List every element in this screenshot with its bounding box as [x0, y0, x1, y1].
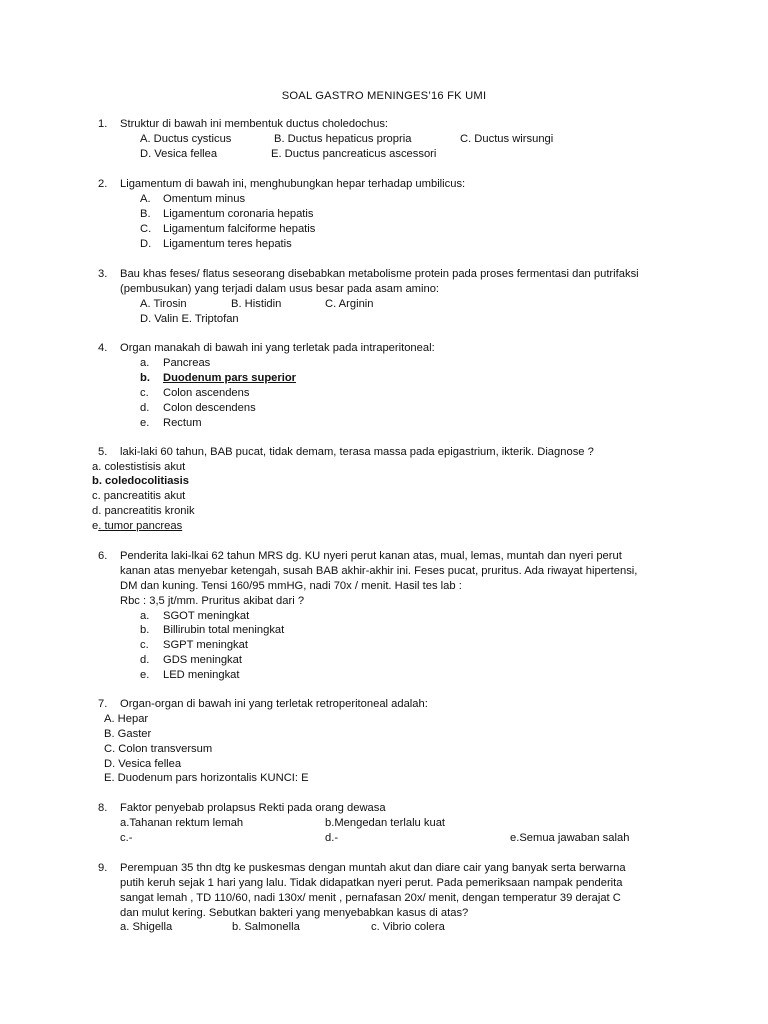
option-letter: d. [140, 654, 150, 666]
question-stem: Ligamentum di bawah ini, menghubungkan hepar terhadap umbilicus: [120, 178, 466, 190]
question-stem: Perempuan 35 thn dtg ke puskesmas dengan muntah akut dan diare cair yang banyak serta berwarna [120, 862, 626, 874]
question-number: 9. [98, 862, 108, 874]
question-stem: Organ-organ di bawah ini yang terletak retroperitoneal adalah: [120, 698, 428, 710]
option-c: c. Vibrio colera [371, 921, 445, 933]
option-c: C. Colon transversum [104, 743, 213, 755]
question-stem-continued: (pembusukan) yang terjadi dalam usus besar pada asam amino: [120, 283, 440, 295]
option-a: a. Shigella [120, 921, 173, 933]
option-text: Colon ascendens [163, 387, 250, 399]
option-a: A. Tirosin [140, 298, 187, 310]
option-text: GDS meningkat [163, 654, 242, 666]
question-number: 1. [98, 118, 108, 130]
question-number: 6. [98, 550, 108, 562]
question-number: 3. [98, 268, 108, 280]
option-d: d. pancreatitis kronik [92, 505, 195, 517]
option-letter: e. [140, 417, 150, 429]
option-text: SGOT meningkat [163, 610, 250, 622]
option-text: Ligamentum coronaria hepatis [163, 208, 314, 220]
question-number: 4. [98, 342, 108, 354]
option-text: Ligamentum teres hepatis [163, 238, 292, 250]
question-stem: laki-laki 60 tahun, BAB pucat, tidak demam, terasa massa pada epigastrium, ikterik. Diagnose ? [120, 446, 594, 458]
option-text: Colon descendens [163, 402, 256, 414]
option-text: Rectum [163, 417, 202, 429]
question-stem: Penderita laki-lkai 62 tahun MRS dg. KU nyeri perut kanan atas, mual, lemas, muntah dan nyeri perut [120, 550, 622, 562]
question-stem: Bau khas feses/ flatus seseorang disebabkan metabolisme protein pada proses fermentasi dan putrifaksi [120, 268, 639, 280]
option-e-letter: e [92, 520, 99, 532]
question-stem-continued: putih keruh sejak 1 hari yang lalu. Tidak didapatkan nyeri perut. Pada pemeriksaan nampak penderita [120, 877, 623, 889]
question-number: 2. [98, 178, 108, 190]
question-stem: Organ manakah di bawah ini yang terletak pada intraperitoneal: [120, 342, 435, 354]
option-b: B. Gaster [104, 728, 152, 740]
option-text: LED meningkat [163, 669, 240, 681]
option-text: Omentum minus [163, 193, 246, 205]
question-number: 8. [98, 802, 108, 814]
option-d: D. Vesica fellea [140, 148, 218, 160]
option-b: B. Histidin [231, 298, 282, 310]
option-e-text: . tumor pancreas [98, 520, 183, 532]
option-c: C. Arginin [325, 298, 374, 310]
option-letter-answer: b. [140, 372, 150, 384]
option-letter: B. [140, 208, 151, 220]
option-b-answer: b. coledocolitiasis [92, 475, 189, 487]
option-e [92, 519, 182, 534]
option-letter: e. [140, 669, 150, 681]
document-title: SOAL GASTRO MENINGES’16 FK UMI [281, 90, 487, 102]
option-a: a. colestistisis akut [92, 461, 186, 473]
question-stem-continued: kanan atas menyebar ketengah, susah BAB akhir-akhir ini. Feses pucat, pruritus. Ada riwayat hipertensi, [120, 565, 638, 577]
option-letter: c. [140, 639, 149, 651]
option-b: B. Ductus hepaticus propria [274, 133, 412, 145]
question-stem-continued: DM dan kuning. Tensi 160/95 mmHG, nadi 70x / menit. Hasil tes lab : [120, 580, 462, 592]
option-a: A. Ductus cysticus [140, 133, 232, 145]
option-d: D. Vesica fellea [104, 758, 182, 770]
option-letter: A. [140, 193, 151, 205]
option-b: b. Salmonella [232, 921, 300, 933]
option-letter: c. [140, 387, 149, 399]
option-letter: d. [140, 402, 150, 414]
question-stem: Struktur di bawah ini membentuk ductus choledochus: [120, 118, 389, 130]
option-c: c.- [120, 832, 133, 844]
option-e-with-key: E. Duodenum pars horizontalis KUNCI: E [104, 772, 309, 784]
option-a: A. Hepar [104, 713, 149, 725]
question-stem-continued: sangat lemah , TD 110/60, nadi 130x/ menit , pernafasan 20x/ menit, dengan temperatur 39 derajat C [120, 892, 621, 904]
option-e: e.Semua jawaban salah [510, 832, 630, 844]
option-text: Ligamentum falciforme hepatis [163, 223, 316, 235]
question-stem: Faktor penyebab prolapsus Rekti pada orang dewasa [120, 802, 386, 814]
option-letter: a. [140, 357, 150, 369]
question-stem-continued: dan mulut kering. Sebutkan bakteri yang menyebabkan kasus di atas? [120, 907, 469, 919]
option-letter: b. [140, 624, 150, 636]
option-text: Pancreas [163, 357, 211, 369]
option-c: c. pancreatitis akut [92, 490, 186, 502]
question-number: 7. [98, 698, 108, 710]
option-a: a.Tahanan rektum lemah [120, 817, 244, 829]
option-letter: a. [140, 610, 150, 622]
option-letter: D. [140, 238, 152, 250]
question-number: 5. [98, 446, 108, 458]
option-text: Billirubin total meningkat [163, 624, 285, 636]
option-c: C. Ductus wirsungi [460, 133, 554, 145]
option-text-answer: Duodenum pars superior [163, 372, 297, 384]
option-b: b.Mengedan terlalu kuat [325, 817, 446, 829]
option-text: SGPT meningkat [163, 639, 248, 651]
option-d-e: D. Valin E. Triptofan [140, 313, 239, 325]
option-e: E. Ductus pancreaticus ascessori [271, 148, 437, 160]
option-d: d.- [325, 832, 339, 844]
option-letter: C. [140, 223, 152, 235]
question-stem-continued: Rbc : 3,5 jt/mm. Pruritus akibat dari ? [120, 595, 305, 607]
